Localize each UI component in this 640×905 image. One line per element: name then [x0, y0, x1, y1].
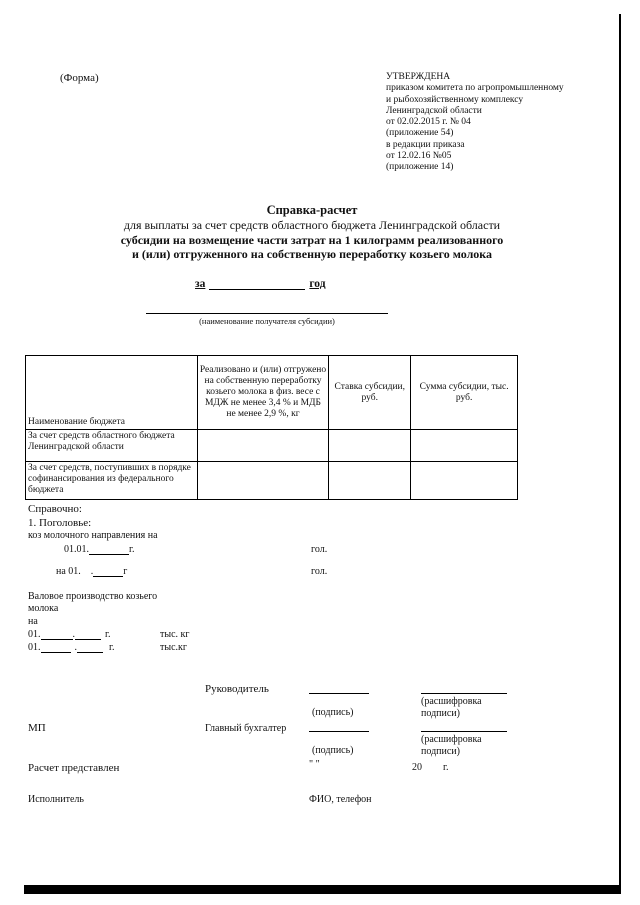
p2-year: г.	[109, 642, 115, 653]
approval-line: (приложение 54)	[386, 128, 454, 139]
period-prefix: за	[195, 278, 206, 290]
cell-rate[interactable]	[329, 430, 411, 462]
table-row	[26, 430, 518, 462]
title-subsidy: субсидии на возмещение части затрат на 1 килограмм реализованного	[120, 233, 504, 247]
accountant-signature-caption: (подпись)	[312, 745, 354, 756]
approval-line: Ленинградской области	[386, 105, 482, 116]
decode-caption-line: (расшифровка	[421, 734, 482, 745]
accountant-signature-line[interactable]	[309, 731, 369, 732]
recipient-caption: (наименование получателя субсидии)	[199, 316, 335, 326]
row-label-regional: За счет средств областного бюджета Ленинградской области	[26, 430, 198, 462]
approval-block	[386, 72, 564, 174]
date1-year: г.	[129, 544, 135, 555]
submitted-year-prefix: 20	[412, 762, 422, 773]
production-period1: 01. . г.	[28, 629, 111, 640]
head-signature-caption: (подпись)	[312, 707, 354, 718]
title-subtitle: для выплаты за счет средств областного бюджета Ленинградской области	[123, 218, 501, 232]
date1-blank[interactable]	[89, 545, 129, 555]
head-decode-line[interactable]	[421, 693, 507, 694]
head-signature-line[interactable]	[309, 693, 369, 694]
header-budget: Наименование бюджета	[26, 356, 198, 430]
approval-line: в редакции приказа	[386, 139, 465, 150]
form-label: (Форма)	[60, 72, 99, 84]
fio-phone-label: ФИО, телефон	[309, 794, 372, 805]
submitted-label: Расчет представлен	[28, 762, 120, 774]
heads2-unit: гол.	[311, 566, 328, 577]
reference-title: Справочно:	[28, 503, 82, 515]
date2-blank[interactable]	[93, 567, 123, 577]
production-period2: 01. . г.	[28, 642, 115, 653]
p2-prefix: 01.	[28, 642, 41, 653]
approval-line: (приложение 14)	[386, 162, 454, 173]
stamp-label: МП	[28, 722, 46, 734]
p1-blank-a[interactable]	[41, 630, 73, 640]
p1-year: г.	[105, 629, 111, 640]
page-edge-bottom	[24, 885, 620, 894]
heads1-unit: гол.	[311, 544, 328, 555]
accountant-decode-line[interactable]	[421, 731, 507, 732]
recipient-name-line[interactable]	[146, 313, 388, 314]
gross-line1: Валовое производство козьего	[28, 591, 158, 602]
header-rate: Ставка субсидии, руб.	[329, 356, 411, 430]
approval-line: от 02.02.2015 г. № 04	[386, 117, 471, 128]
document-title	[24, 202, 600, 261]
header-volume: Реализовано и (или) отгружено на собственную переработку козьего молока в физ. весе с МДЖ не менее 3,4 % и МДБ не менее 2,9 %, кг	[197, 356, 329, 430]
cell-volume[interactable]	[197, 430, 329, 462]
cell-amount[interactable]	[411, 462, 518, 500]
p1-unit: тыс. кг	[160, 629, 190, 640]
title-main: Справка-расчет	[266, 203, 358, 217]
decode-caption-line: подписи)	[421, 746, 460, 757]
title-subsidy-cont: и (или) отгруженного на собственную переработку козьего молока	[131, 247, 493, 261]
accountant-decode-caption	[421, 734, 482, 758]
p2-blank-b[interactable]	[77, 643, 103, 653]
date2-year: г	[123, 566, 128, 577]
gross-line2: молока	[28, 603, 59, 614]
approval-line: и рыбохозяйственному комплексу	[386, 94, 524, 105]
decode-caption-line: подписи)	[421, 708, 460, 719]
chief-accountant-label: Главный бухгалтер	[205, 723, 287, 734]
head-decode-caption	[421, 696, 482, 720]
livestock-sub: коз молочного направления на	[28, 530, 158, 541]
executor-label: Исполнитель	[28, 794, 84, 805]
row-label-federal: За счет средств, поступивших в порядке софинансирования из федерального бюджета	[26, 462, 198, 500]
period-line	[195, 278, 326, 290]
p1-prefix: 01.	[28, 629, 41, 640]
approval-line: приказом комитета по агропромышленному	[386, 83, 564, 94]
livestock-title: 1. Поголовье:	[28, 517, 92, 529]
table-row	[26, 462, 518, 500]
head-label: Руководитель	[205, 683, 269, 695]
approval-line: от 12.02.16 №05	[386, 151, 452, 162]
p2-blank-a[interactable]	[41, 643, 71, 653]
p2-unit: тыс.кг	[160, 642, 187, 653]
subsidy-table	[25, 355, 518, 500]
table-header-row	[26, 356, 518, 430]
cell-amount[interactable]	[411, 430, 518, 462]
date1-prefix: 01.01.	[64, 544, 89, 555]
gross-line3: на	[28, 616, 38, 627]
approval-line: УТВЕРЖДЕНА	[386, 72, 451, 82]
submitted-year-suffix: г.	[443, 762, 449, 773]
date2-prefix: на 01.	[56, 566, 81, 577]
p1-blank-b[interactable]	[75, 630, 101, 640]
decode-caption-line: (расшифровка	[421, 696, 482, 707]
submitted-day-quotes[interactable]: " "	[309, 759, 320, 770]
period-suffix: год	[309, 278, 326, 290]
cell-volume[interactable]	[197, 462, 329, 500]
period-blank[interactable]	[209, 278, 305, 290]
page-edge-right	[619, 14, 621, 894]
header-amount: Сумма субсидии, тыс. руб.	[411, 356, 518, 430]
livestock-date1	[64, 544, 134, 555]
livestock-date2: на 01. . г	[56, 566, 128, 577]
cell-rate[interactable]	[329, 462, 411, 500]
